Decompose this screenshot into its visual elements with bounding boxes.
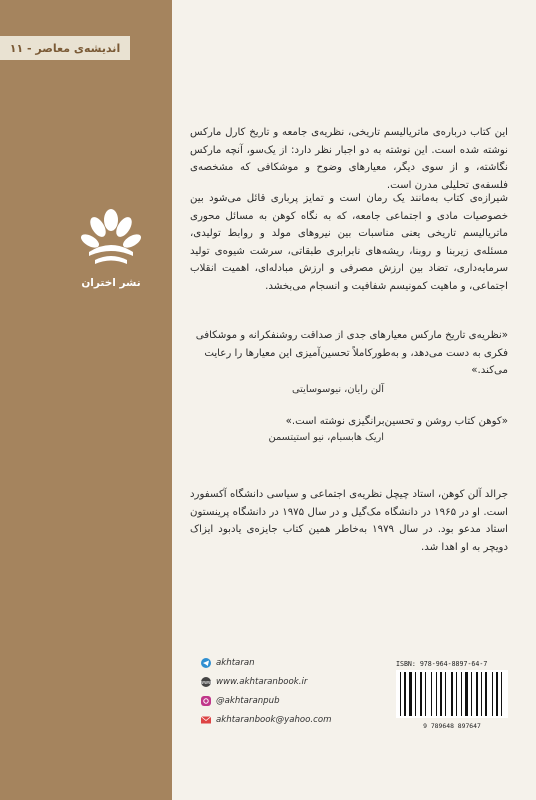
book-spine xyxy=(0,0,172,800)
contact-web-text: www.akhtaranbook.ir xyxy=(216,677,308,687)
publisher-contacts xyxy=(201,655,351,731)
description-paragraph-2: شیرازه‌ی کتاب به‌مانند یک رمان است و تمایز پرباری قائل می‌شود بین خصوصیات مادی و اجتماعی جامعه، که به نگاه کوهن به مسائل محوری ماتریالیسم تاریخی یعنی مناسبات بین نیروهای مولد و روابط تولیدی، مسئله‌ی زیربنا و روبنا، ریشه‌های نابرابری طبقاتی، سرشت شیوه‌ی تولید سرمایه‌داری، تضاد بین ارزش مصرفی و ارزش مبادله‌ای، اهمیت انقلاب اجتماعی، و ماهیت کمونیسم شفافیت و انسجام می‌بخشد. xyxy=(190,193,508,292)
contact-web[interactable] xyxy=(201,674,351,690)
barcode-bar xyxy=(465,672,468,716)
barcode-bar xyxy=(415,672,416,716)
barcode-bar xyxy=(461,672,462,716)
svg-text:www: www xyxy=(199,680,213,686)
barcode-bar xyxy=(425,672,426,716)
contact-email[interactable] xyxy=(201,712,351,728)
web-icon xyxy=(201,677,211,687)
barcode-bar xyxy=(404,672,406,716)
barcode xyxy=(396,670,508,718)
review-quote-2: «کوهن کتاب روشن و تحسین‌برانگیزی نوشته است.» xyxy=(285,416,508,427)
contact-email-text: akhtaranbook@yahoo.com xyxy=(216,715,332,725)
publisher-logo-icon xyxy=(81,208,141,274)
series-label-bar xyxy=(0,36,130,60)
barcode-bar xyxy=(431,672,432,716)
barcode-bar xyxy=(445,672,446,716)
telegram-icon xyxy=(201,658,211,668)
barcode-bar xyxy=(492,672,493,716)
barcode-bar xyxy=(501,672,502,716)
barcode-bar xyxy=(456,672,457,716)
barcode-bar xyxy=(471,672,472,716)
review-attribution-2: اریک هابسبام، نیو استیتسمن xyxy=(268,432,384,443)
barcode-bar xyxy=(476,672,478,716)
contact-instagram[interactable] xyxy=(201,693,351,709)
barcode-bar xyxy=(496,672,498,716)
barcode-bar xyxy=(485,672,487,716)
barcode-bar xyxy=(400,672,401,716)
isbn-label: ISBN: 978-964-8897-64-7 xyxy=(396,660,488,668)
barcode-bar xyxy=(436,672,437,716)
description-paragraph-1: این کتاب درباره‌ی ماتریالیسم تاریخی، نظریه‌ی جامعه و تاریخ کارل مارکس نوشته شده است. این نوشته به دو اجبار نظر دارد: از یک‌سو، آنچه مارکس نگاشته، و از سوی دیگر، معیارهای وضوح و موشکافی که مشخصه‌ی فلسفه‌ی تحلیلی مدرن است. xyxy=(190,127,508,191)
email-icon xyxy=(201,715,211,725)
publisher-name: نشر اختران xyxy=(81,277,141,289)
contact-instagram-text: @akhtaranpub xyxy=(216,696,280,706)
barcode-bar xyxy=(481,672,482,716)
series-label: اندیشه‌ی معاصر - ۱۱ xyxy=(9,41,121,55)
contact-telegram[interactable] xyxy=(201,655,351,671)
barcode-number: 9 789648 897647 xyxy=(423,722,481,730)
isbn-block xyxy=(396,660,508,730)
review-quote-1: «نظریه‌ی تاریخ مارکس معیارهای جدی از صداقت روشنفکرانه و موشکافی فکری به دست می‌دهد، و به‌طورکاملاً تحسین‌آمیزی این معیارها را رعایت می‌کند.» xyxy=(195,330,508,377)
barcode-bar xyxy=(440,672,442,716)
author-bio-paragraph: جرالد آلن کوهن، استاد چیچل نظریه‌ی اجتماعی و سیاسی دانشگاه آکسفورد است. او در ۱۹۶۵ در دانشگاه مک‌گیل و در سال ۱۹۷۵ در دانشگاه پرینستون استاد مدعو بود. در سال ۱۹۷۹ به‌خاطر همین کتاب جایزه‌ی یادبود ایزاک دویچر به او اهدا شد. xyxy=(190,489,508,553)
barcode-bar xyxy=(409,672,412,716)
contact-telegram-text: akhtaran xyxy=(216,658,255,668)
instagram-icon xyxy=(201,696,211,706)
barcode-bar xyxy=(451,672,453,716)
review-attribution-1: آلن رایان، نیوسوسایتی xyxy=(292,384,384,395)
barcode-bar xyxy=(420,672,422,716)
